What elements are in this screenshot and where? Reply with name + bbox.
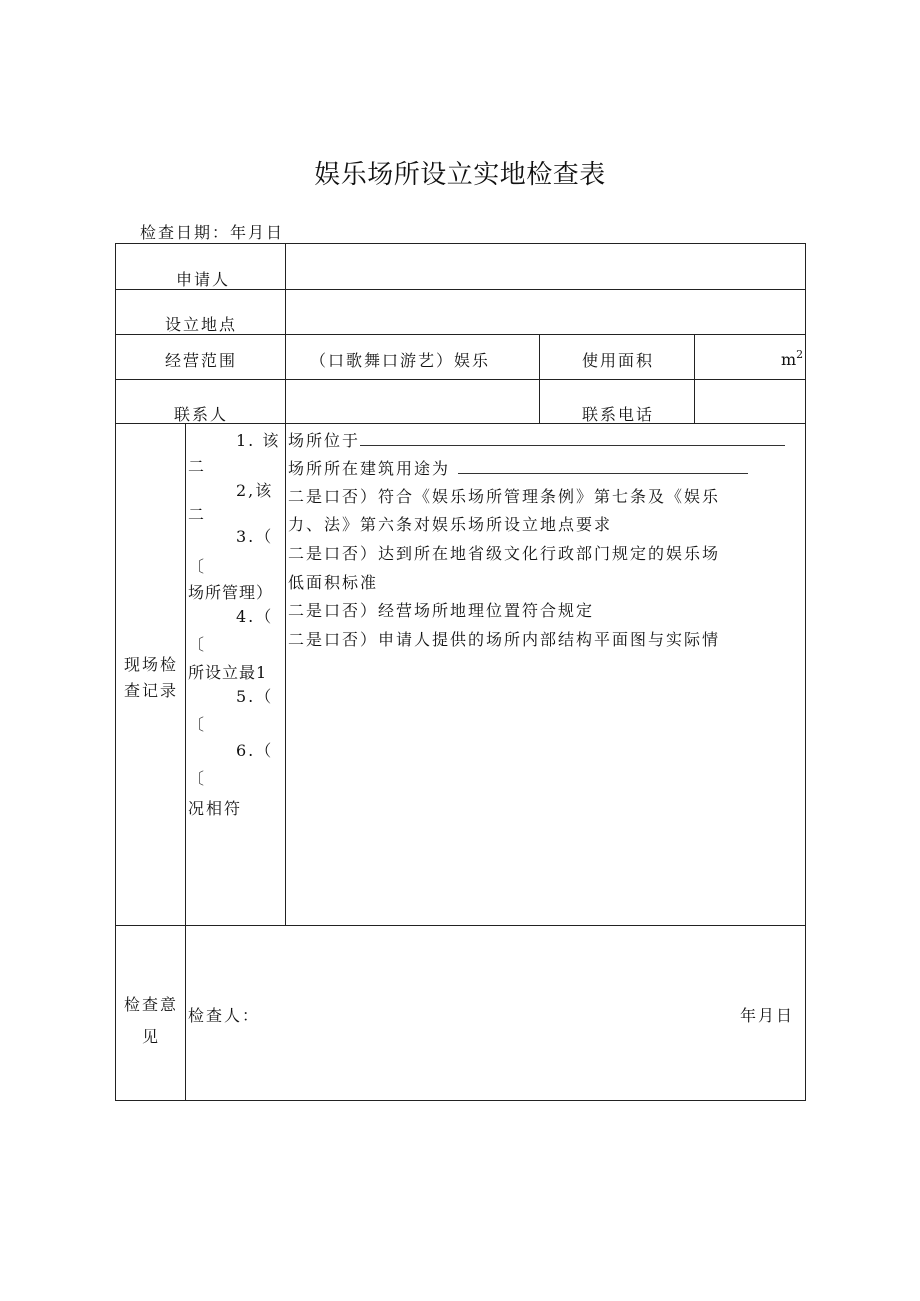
record-line-building-use (288, 456, 748, 479)
record-line: 力、法》第六条对娱乐场所设立地点要求 (288, 515, 613, 534)
record-fragment: 〔 (188, 769, 207, 788)
business-scope-value[interactable]: （口歌舞口游艺）娱乐 (310, 351, 491, 370)
area-unit-text: m (781, 350, 797, 369)
business-scope-label: 经营范围 (165, 351, 238, 370)
column-divider (694, 334, 695, 424)
record-fragment: 2,该 (236, 481, 274, 500)
record-fragment: 3.（ (236, 527, 274, 546)
record-fragment: 况相符 (188, 799, 243, 818)
record-line-text: 场所所在建筑用途为 (288, 459, 451, 478)
column-divider (539, 334, 540, 424)
record-label-line1: 现场检 (123, 655, 178, 674)
record-line: 二是口否）达到所在地省级文化行政部门规定的娱乐场 (288, 544, 721, 563)
phone-label: 联系电话 (582, 405, 655, 424)
record-line: 二是口否）符合《娱乐场所管理条例》第七条及《娱乐 (288, 487, 721, 506)
record-fragment: 二 (188, 457, 207, 476)
opinion-label-line2: 见 (141, 1027, 160, 1046)
record-fragment: 〔 (188, 557, 207, 576)
record-line-text: 场所位于 (288, 431, 361, 450)
opinion-label-line1: 检查意 (123, 995, 178, 1014)
phone-field[interactable] (699, 383, 801, 419)
record-line-blank[interactable] (360, 431, 785, 446)
record-label (118, 652, 184, 704)
record-label-line2: 查记录 (123, 681, 178, 700)
opinion-date: 年月日 (740, 1006, 795, 1025)
record-fragment: 二 (188, 505, 207, 524)
record-fragment: 所设立最1 (188, 663, 268, 682)
record-fragment: 〔 (188, 635, 207, 654)
inspector-label: 检查人： (188, 1006, 261, 1025)
record-line-blank[interactable] (458, 459, 748, 474)
applicant-label: 申请人 (176, 270, 231, 289)
record-fragment: 4.（ (236, 607, 274, 626)
row-divider (115, 379, 806, 380)
location-field[interactable] (290, 293, 800, 329)
record-fragment: 1. 该 (236, 431, 281, 450)
area-unit-superscript: 2 (796, 348, 804, 361)
record-fragment: 6.（ (236, 741, 274, 760)
record-line: 二是口否）经营场所地理位置符合规定 (288, 601, 595, 620)
record-line: 低面积标准 (288, 573, 379, 592)
column-divider (185, 423, 186, 1101)
column-divider (285, 243, 286, 925)
table-border-bottom (115, 1100, 806, 1101)
location-label: 设立地点 (165, 315, 238, 334)
inspection-date: 检查日期：年月日 (140, 223, 285, 242)
applicant-field[interactable] (290, 248, 800, 284)
record-fragment: 场所管理） (188, 583, 274, 602)
page-title: 娱乐场所设立实地检查表 (314, 160, 606, 190)
table-border-top (115, 243, 806, 244)
row-divider (115, 925, 806, 926)
record-line: 二是口否）申请人提供的场所内部结构平面图与实际情 (288, 630, 721, 649)
area-label: 使用面积 (582, 351, 655, 370)
table-border-left (115, 243, 116, 1101)
record-fragment: 5.（ (236, 687, 274, 706)
record-fragment: 〔 (188, 715, 207, 734)
contact-field[interactable] (290, 383, 535, 419)
table-border-right (805, 243, 806, 1101)
opinion-label (118, 989, 184, 1053)
contact-label: 联系人 (174, 405, 229, 424)
area-unit (781, 350, 803, 369)
record-line-location (288, 428, 785, 451)
